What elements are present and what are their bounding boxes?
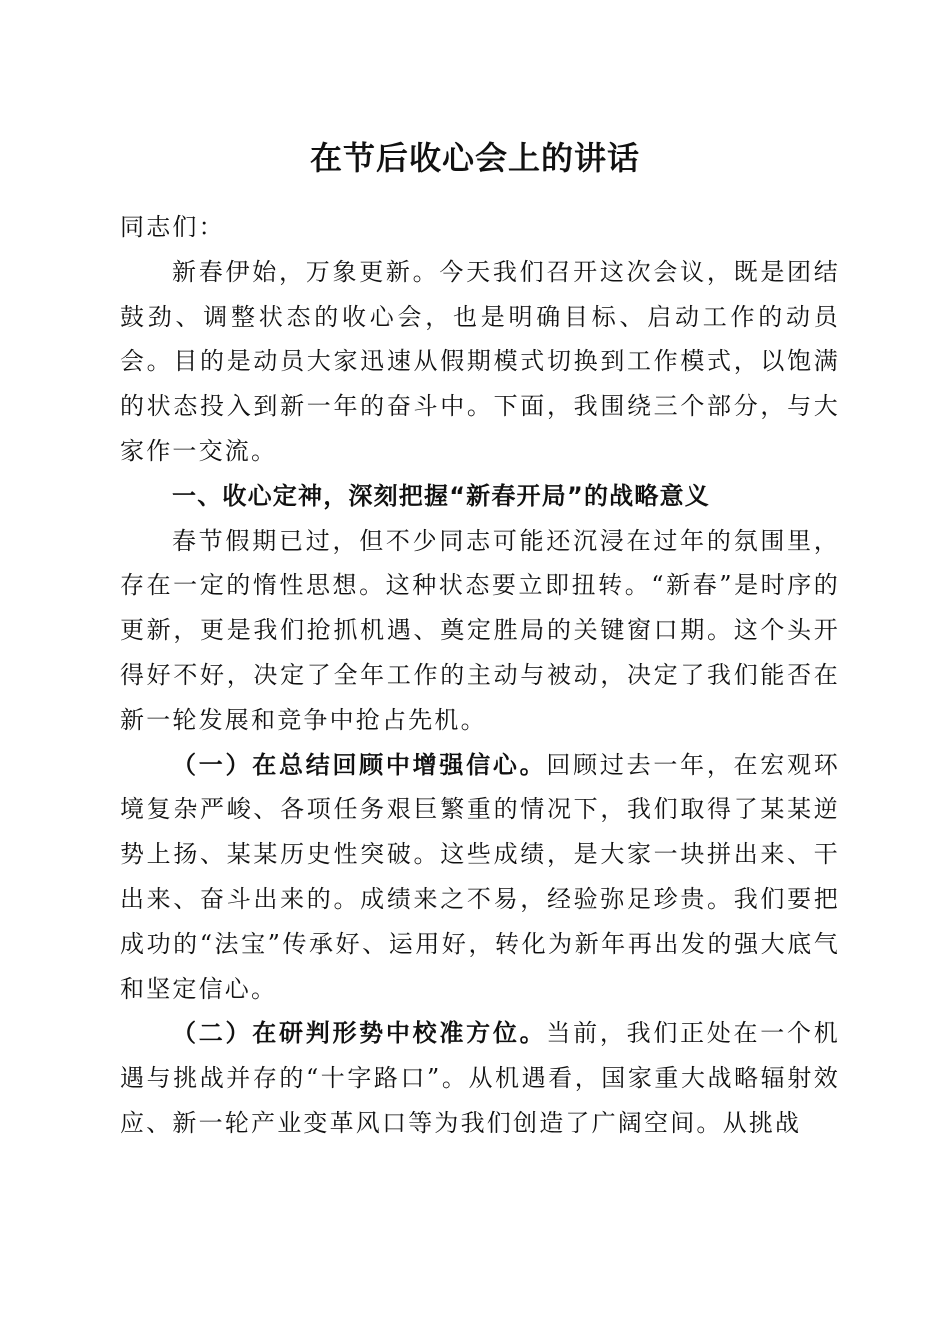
intro-paragraph: 新春伊始，万象更新。今天我们召开这次会议，既是团结鼓劲、调整状态的收心会，也是明确目标、启动工作的动员会。目的是动员大家迅速从假期模式切换到工作模式，以饱满的状态投入到新一年的奋斗中。下面，我围绕三个部分，与大家作一交流。 xyxy=(120,257,840,465)
subsection-1-text: 回顾过去一年，在宏观环境复杂严峻、各项任务艰巨繁重的情况下，我们取得了某某逆势上扬、某某历史性突破。这些成绩，是大家一块拼出来、干出来、奋斗出来的。成绩来之不易，经验弥足珍贵。我们要把成功的“法宝”传承好、运用好，转化为新年再出发的强大底气和坚定信心。 xyxy=(120,750,840,1003)
subsection-1-paragraph xyxy=(120,743,840,1012)
subsection-1-lead: （一）在总结回顾中增强信心。 xyxy=(172,750,547,779)
subsection-2-text: 当前，我们正处在一个机遇与挑战并存的“十字路口”。从机遇看，国家重大战略辐射效应、新一轮产业变革风口等为我们创造了广阔空间。从挑战 xyxy=(120,1019,840,1137)
section-heading-1: 一、收心定神，深刻把握“新春开局”的战略意义 xyxy=(172,481,710,510)
subsection-2-lead: （二）在研判形势中校准方位。 xyxy=(172,1019,547,1048)
document-title: 在节后收心会上的讲话 xyxy=(309,139,640,177)
subsection-2-paragraph xyxy=(120,1011,840,1145)
section-1-paragraph: 春节假期已过，但不少同志可能还沉浸在过年的氛围里，存在一定的惰性思想。这种状态要立即扭转。“新春”是时序的更新，更是我们抢抓机遇、奠定胜局的关键窗口期。这个头开得好不好，决定了全年工作的主动与被动，决定了我们能否在新一轮发展和竞争中抢占先机。 xyxy=(120,526,840,734)
salutation: 同志们： xyxy=(120,213,225,241)
document-body xyxy=(120,205,840,1146)
